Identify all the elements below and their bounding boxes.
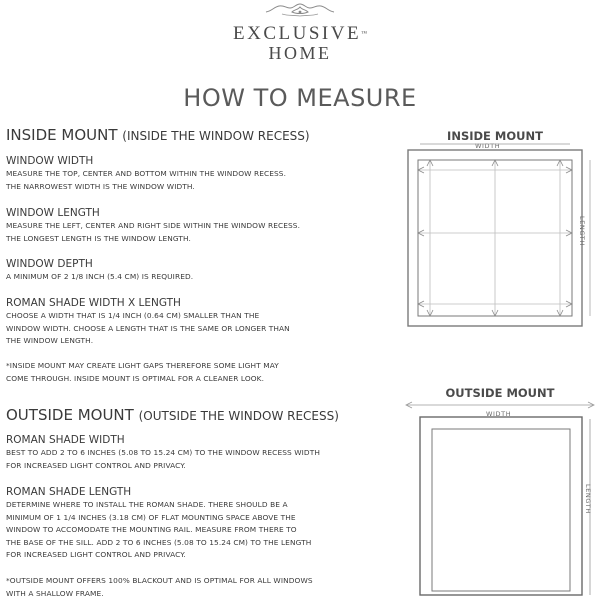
block-text: CHOOSE A WIDTH THAT IS 1/4 INCH (0.64 CM) SMALLER THAN THE WINDOW WIDTH. CHOOSE A LENGTH THAT IS THE SAME OR LONGER THAN THE WINDOW LENGTH. [6,311,290,346]
window-frame-outside-measure-icon [400,395,600,600]
block-text: BEST TO ADD 2 TO 6 INCHES (5.08 TO 15.24 CM) TO THE WINDOW RECESS WIDTH FOR INCREASED LIGHT CONTROL AND PRIVACY. [6,448,320,470]
block-text: MEASURE THE LEFT, CENTER AND RIGHT SIDE WITHIN THE WINDOW RECESS. THE LONGEST LENGTH IS THE WINDOW LENGTH. [6,221,301,243]
inside-window-length [6,207,406,245]
block-text: *OUTSIDE MOUNT OFFERS 100% BLACKOUT AND IS OPTIMAL FOR ALL WINDOWS WITH A SHALLOW FRAME. [6,576,313,598]
block-label: ROMAN SHADE WIDTH X LENGTH [6,297,181,309]
outside-shade-length [6,486,406,562]
inside-length-label: LENGTH [578,216,586,246]
outside-length-label: LENGTH [584,484,592,514]
inside-mount-note [6,360,406,385]
outside-mount-heading: OUTSIDE MOUNT (OUTSIDE THE WINDOW RECESS) [6,406,339,424]
block-label: WINDOW WIDTH [6,155,94,167]
crown-ornament-icon [262,2,338,18]
block-label: WINDOW LENGTH [6,207,100,219]
block-text: *INSIDE MOUNT MAY CREATE LIGHT GAPS THEREFORE SOME LIGHT MAY COME THROUGH. INSIDE MOUNT IS OPTIMAL FOR A CLEANER LOOK. [6,361,279,383]
outside-diagram-title: OUTSIDE MOUNT [445,386,555,400]
inside-diagram-title: INSIDE MOUNT [447,129,543,143]
window-frame-inside-measure-icon [400,140,600,340]
brand-name-line1: EXCLUSIVE™ [233,23,367,44]
block-text: DETERMINE WHERE TO INSTALL THE ROMAN SHADE. THERE SHOULD BE A MINIMUM OF 1 1/4 INCHES (3.18 CM) OF FLAT MOUNTING SPACE ABOVE THE WINDOW TO ACCOMODATE THE MOUNTING RAIL. MEASURE FROM THERE TO THE BASE OF THE SILL. ADD 2 TO 6 INCHES (5.08 TO 15.24 CM) TO THE LENGTH FOR INCREASED LIGHT CONTROL AND PRIVACY. [6,500,312,560]
block-text: MEASURE THE TOP, CENTER AND BOTTOM WITHIN THE WINDOW RECESS. THE NARROWEST WIDTH IS THE WINDOW WIDTH. [6,169,287,191]
inside-window-width [6,155,406,193]
block-label: ROMAN SHADE WIDTH [6,434,125,446]
page-title: HOW TO MEASURE [183,84,417,112]
inside-window-depth [6,258,406,284]
outside-shade-width [6,434,406,472]
block-label: ROMAN SHADE LENGTH [6,486,132,498]
inside-width-label: WIDTH [475,142,501,150]
block-label: WINDOW DEPTH [6,258,93,270]
brand-name-line2: HOME [268,43,332,63]
outside-width-label: WIDTH [486,410,512,418]
inside-shade-size [6,297,406,348]
outside-mount-note [6,575,406,600]
inside-mount-heading: INSIDE MOUNT (INSIDE THE WINDOW RECESS) [6,126,310,144]
block-text: A MINIMUM OF 2 1/8 INCH (5.4 CM) IS REQUIRED. [6,272,194,281]
